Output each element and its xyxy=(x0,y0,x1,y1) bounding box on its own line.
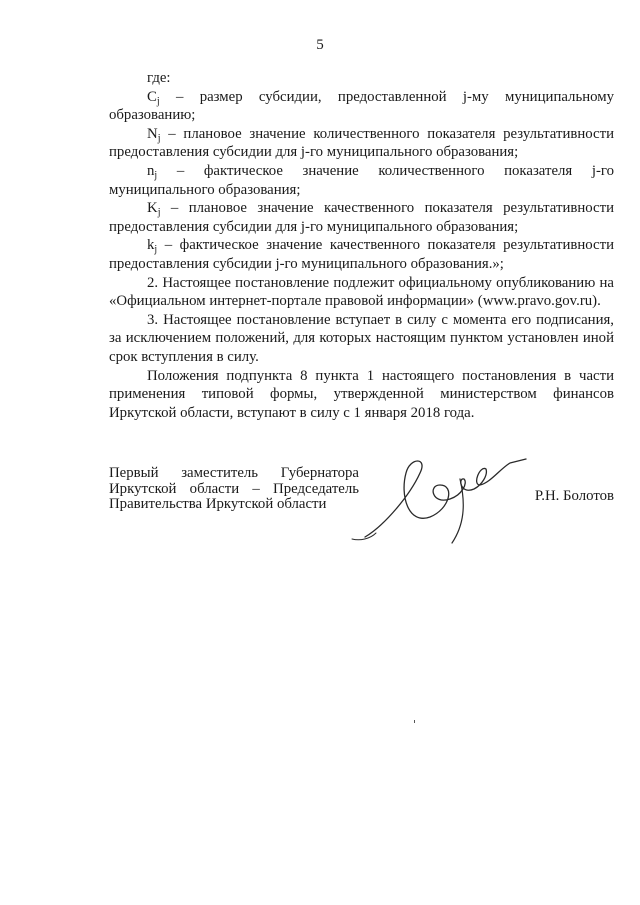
clause-effective-date: 3. Настоящее постановление вступает в силу с момента его подписания, за исключением положений, для которых настоящим пунктом установлен иной срок вступления в силу. xyxy=(109,311,614,365)
page-number: 5 xyxy=(316,37,324,53)
definition-text: – плановое значение качественного показателя результативности предоставления субсидии для j-го муниципального образования; xyxy=(109,200,614,235)
definition-subscript: j xyxy=(157,132,161,144)
definition-symbol: k xyxy=(147,237,155,254)
definition-item xyxy=(109,125,614,162)
definitions-intro: где: xyxy=(147,70,171,86)
signatory-title-line: Иркутской области – Председатель xyxy=(109,480,359,497)
clause-publication: 2. Настоящее постановление подлежит официальному опубликованию на «Официальном интернет-портале правовой информации» (www.pravo.gov.ru). xyxy=(109,274,614,310)
definition-text: – размер субсидии, предоставленной j-му муниципальному образованию; xyxy=(109,88,614,124)
signatory-title xyxy=(109,466,359,513)
definition-subscript: j xyxy=(157,207,161,219)
definition-text: – фактическое значение качественного показателя результативности предоставления субсидии j-го муниципального образования.»; xyxy=(109,237,614,272)
definition-item xyxy=(109,88,614,125)
definition-symbol: n xyxy=(147,162,155,179)
definition-text: – фактическое значение количественного показателя j-го муниципального образования; xyxy=(109,162,614,198)
definition-text: – плановое значение количественного показателя результативности предоставления субсидии для j-го муниципального образования; xyxy=(109,125,614,161)
signatory-title-line: Правительства Иркутской области xyxy=(109,496,327,512)
definition-subscript: j xyxy=(156,95,160,107)
signatory-title-line: Первый заместитель Губернатора xyxy=(109,465,359,481)
clause-subparagraph-8: Положения подпункта 8 пункта 1 настоящего постановления в части применения типовой формы, утвержденной министерством финансов Иркутской области, вступают в силу с 1 января 2018 года. xyxy=(109,367,614,421)
handwritten-signature xyxy=(340,455,530,545)
definition-item xyxy=(109,199,614,236)
scan-artifact xyxy=(414,720,415,723)
definition-symbol: N xyxy=(147,125,158,142)
signatory-name: Р.Н. Болотов xyxy=(534,488,614,504)
definition-subscript: j xyxy=(154,169,158,181)
definition-symbol: C xyxy=(147,88,157,105)
document-body xyxy=(109,69,614,422)
definition-symbol: K xyxy=(147,200,158,217)
definition-item xyxy=(109,236,614,273)
definition-subscript: j xyxy=(154,244,158,256)
definition-item xyxy=(109,162,614,199)
